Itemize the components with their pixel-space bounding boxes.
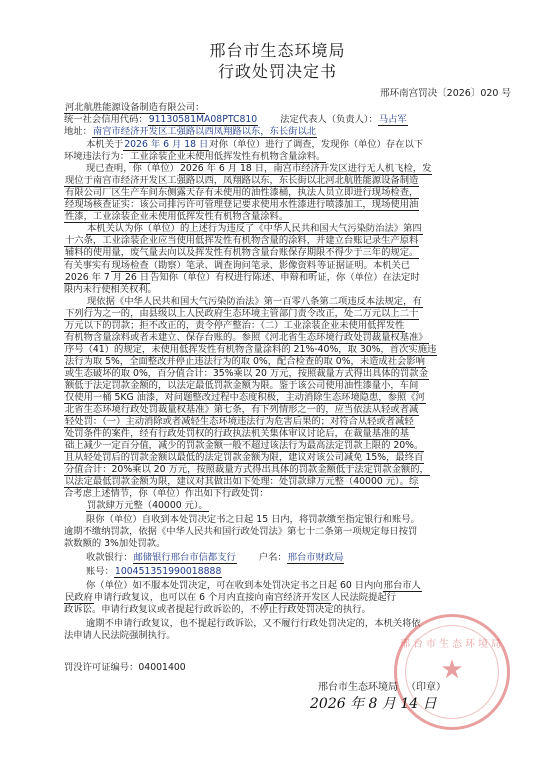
- basis-row-5: 序号（41）的规定，未使用低挥发性有机物含量涂料的 21%-40%，取 30%，首次实施违: [65, 344, 437, 355]
- basis-row-4: 有机物含量涂料或者未建立、保存台账的。参照《河北省生态环境行政处罚裁量权基准》: [65, 332, 428, 343]
- review-government: 邢台市人: [383, 580, 421, 591]
- payment-row-2: 逾期不缴纳罚款，依据《中华人民共和国行政处罚法》第七十二条第一项规定每日按罚: [64, 526, 418, 537]
- legal-rep-value: 马占军: [378, 114, 407, 125]
- account-row: 账号：100451351990018888: [86, 566, 222, 577]
- enforcement-row-1: 逾期不申请行政复议，也不提起行政诉讼，又不履行行政处罚决定的，本机关将依: [86, 618, 421, 629]
- signature-agency: 邢台市生态环境局 （印章）: [318, 682, 446, 693]
- document-number: 邢环南宫罚决〔2026〕020 号: [380, 88, 511, 99]
- facts-row-1: 现已查明，你（单位）2026 年 6 月 18 日，南宫市经济开发区进行无人机飞检，发: [86, 163, 432, 174]
- facts-row-2: 现位于南宫市经济开发区工强路以西，凤翔路以东，东长街以北河北航胜能源设备制造: [65, 175, 419, 186]
- basis-row-12: 处罚条件的案件，经有行政处罚权的行政执法机关集体审议讨论后，在裁量基准的基: [65, 428, 409, 439]
- violation-row: 环境违法行为：工业涂装企业未使用低挥发性有机物含量涂料。: [64, 151, 326, 162]
- basis-row-15: 分值合计：20%乘以 20 万元，按照裁量方式得出具体的罚款金额低于法定罚款金额的，: [65, 464, 429, 475]
- credit-code-row: 统一社会信用代码：91130581MA08PTC810 法定代表人（负责人）：马占军: [64, 114, 407, 125]
- facts-row-5: 性漆，工业涂装企业未使用低挥发性有机物含量涂料。: [65, 211, 289, 222]
- law-row-1: 本机关认为你（单位）的上述行为违反了《中华人民共和国大气污染防治法》第四: [87, 223, 422, 234]
- basis-row-13: 础上减少一定百分值，减少的罚款金额一般不超过该法行为最高法定罚款上限的 20%。: [65, 440, 424, 451]
- basis-row-14: 且从轻处罚后的罚款金额以最低的法定罚款金额为限，建议对该公司减免 15%，最终百: [65, 452, 424, 463]
- addressee: 河北航胜能源设备制造有限公司：: [65, 102, 205, 113]
- permit-number: 04001400: [138, 662, 186, 673]
- evidence-list: 现场检查（勘察）笔录、调查询问笔录、影像资料: [111, 260, 317, 271]
- enforcement-row-2: 法申请人民法院强制执行。: [64, 630, 176, 641]
- basis-row-3: 万元以下的罚款；拒不改正的，责令停产整治：（二）工业涂装企业未使用低挥发性: [65, 320, 405, 331]
- basis-row-10: 北省生态环境行政处罚裁量权基准》第七条，有下列情形之一的，应当依法从轻或者减: [65, 404, 419, 415]
- payment-row-1: 限你（单位）自收到本处罚决定书之日起 15 日内，将罚款缴至指定银行和账号。: [86, 514, 420, 525]
- check-date: 2026 年 6 月 18 日: [124, 139, 209, 150]
- seal-text: 邢台市生态环境局: [400, 639, 504, 650]
- payee-name: 邢台市财政局: [287, 552, 344, 563]
- evidence-row: 有关事实有现场检查（勘察）笔录、调查询问笔录、影像资料等证据证明。本机关已: [64, 260, 411, 271]
- rights-row: 限内未行使相关权利。: [64, 284, 157, 295]
- basis-row-11: 轻处罚：（一）主动消除或者减轻生态环境违法行为危害后果的；对符合从轻或者减轻: [65, 416, 414, 427]
- notify-row: 2026 年 7 月 26 日告知你（单位）有权进行陈述、申辩和听证，你（单位）在法定时: [65, 272, 420, 283]
- basis-row-2: 下列行为之一的，由县级以上人民政府生态环境主管部门责令改正，处二万元以上二十: [65, 308, 419, 319]
- notify-date: 2026 年 7 月 26 日: [65, 272, 150, 283]
- bank-row: 收款银行：邮储银行邢台市信都支行 户名：邢台市财政局: [86, 552, 344, 563]
- investigation-row: 本机关于2026 年 6 月 18 日对你（单位）进行了调查，发现你（单位）存在以下: [86, 139, 424, 150]
- law-row-2: 十六条，工业涂装企业应当使用低挥发性有机物含量的涂料，并建立台账记录生产原料: [65, 235, 419, 246]
- review-row-1: 你（单位）如不服本处罚决定，可在收到本处罚决定书之日起 60 日内向邢台市人: [86, 580, 421, 591]
- basis-row-6: 法行为取 5%，全面整改并停止违法行为的取 0%，配合检查的取 0%，未造成社会影响: [65, 356, 425, 367]
- permit-row: 罚没许可证编号：04001400: [64, 662, 186, 673]
- account-number: 100451351990018888: [114, 566, 222, 577]
- facts-row-3: 有限公司厂区生产车间东侧露天存有未使用的油性漆桶，执法人员立即进行现场检查，: [65, 187, 419, 198]
- basis-row-9: 仅使用一桶 5KG 油漆，对问题整改过程中态度积极，主动消除生态环境隐患，参照《河: [65, 392, 425, 403]
- address-row: 地址：南宫市经济开发区工强路以西凤翔路以东，东长街以北: [64, 126, 317, 137]
- violation-text: 工业涂装企业未使用低挥发性有机物含量涂料。: [130, 151, 326, 162]
- legal-rep-label: 法定代表人（负责人）：: [280, 114, 378, 125]
- basis-row-17: 合考虑上述情节，你（单位）作出如下行政处罚：: [64, 488, 269, 499]
- payment-row-3: 款数额的 3%加处罚款。: [64, 538, 166, 549]
- law-row-3: 辅料的使用量，废气量去向以及挥发性有机物含量台账保存期限不得少于三年的规定。: [65, 247, 419, 258]
- review-row-2: 民政府申请行政复议，也可以在 6 个月内直接向南宫经济开发区人民法院提起行: [65, 592, 396, 603]
- bank-name: 邮储银行邢台市信都支行: [133, 552, 236, 563]
- document-title: 邢台市生态环境局: [209, 41, 346, 60]
- penalty-decision: 罚款肆万元整（40000 元）。: [87, 500, 208, 511]
- credit-code-value: 91130581MA08PTC810: [148, 114, 258, 125]
- seal-star-icon: ★: [440, 655, 464, 685]
- address-value: 南宫市经济开发区工强路以西凤翔路以东，东长街以北: [92, 126, 317, 137]
- signature-date: 2026 年 8 月 14 日: [310, 696, 437, 712]
- document-subtitle: 行政处罚决定书: [217, 62, 337, 81]
- court-name: 南宫经济开发区: [264, 592, 330, 603]
- basis-row-16: 以法定最低罚款金额为限，建议对其做出如下处理：处罚款肆万元整（40000 元）。综: [65, 476, 419, 487]
- basis-row-7: 或生态破坏的取 0%，百分值合计：35%乘以 20 万元，按照裁量方式得出具体的罚款金: [65, 368, 428, 379]
- basis-row-8: 额低于法定罚款金额的，以法定最低罚款金额为限。鉴于该公司使用油性漆量小，车间: [65, 380, 419, 391]
- basis-row-1: 现依据《中华人民共和国大气污染防治法》第一百零八条第二项违反本法规定，有: [87, 296, 422, 307]
- facts-row-4: 经现场核查证实：该公司排污许可管理登记要求使用水性漆进行喷漆加工，现场使用油: [65, 199, 419, 210]
- review-row-3: 政诉讼。申请行政复议或者提起行政诉讼的，不停止行政处罚决定的执行。: [64, 604, 371, 615]
